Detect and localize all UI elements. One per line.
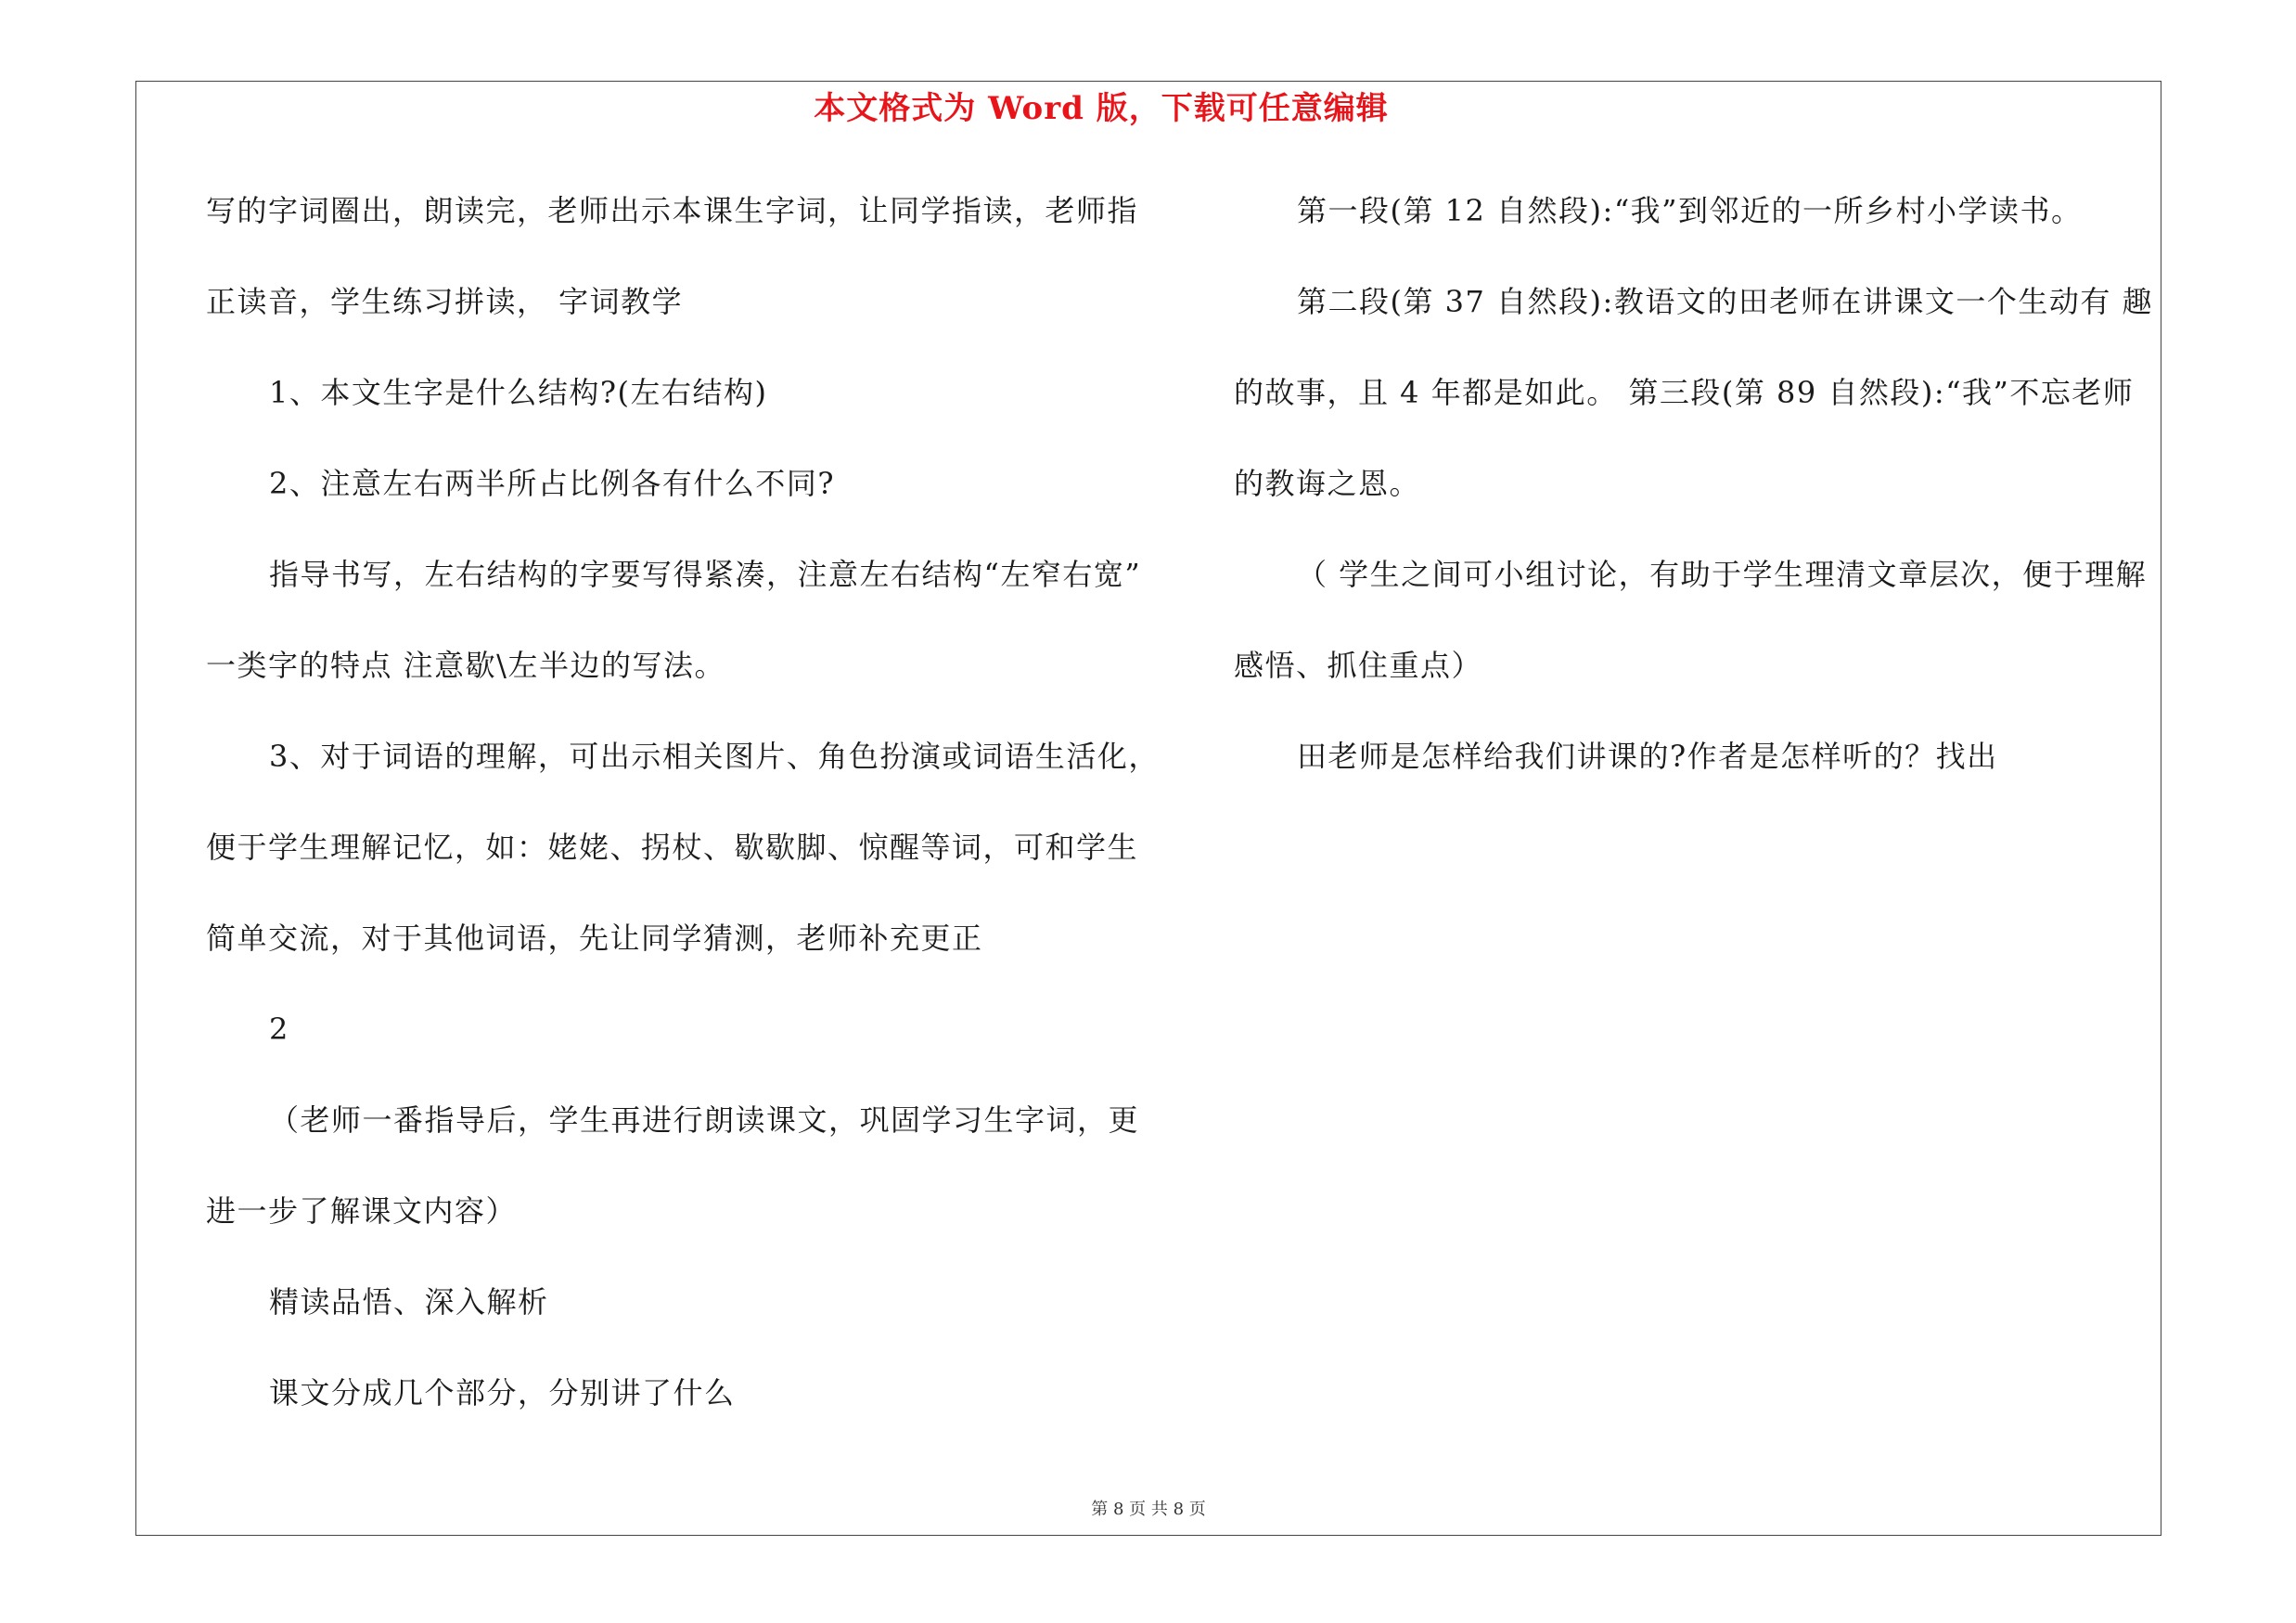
- text-line: 1、本文生字是什么结构?(左右结构): [269, 375, 768, 410]
- right-column: [1234, 165, 2152, 802]
- left-column: [206, 165, 1160, 1438]
- text-line: 便于学生理解记忆，如：姥姥、拐杖、歇歇脚、惊醒等词，可和学生: [206, 830, 1139, 865]
- text-line: 一类字的特点 注意歇\左半边的写法。: [206, 648, 725, 683]
- text-line: 第一段(第 12 自然段):“我”到邻近的一所乡村小学读书。: [1297, 193, 2083, 228]
- text-line: （老师一番指导后，学生再进行朗读课文，巩固学习生字词，更: [269, 1102, 1140, 1138]
- section-heading: 精读品悟、深入解析: [269, 1284, 549, 1320]
- text-line: 指导书写，左右结构的字要写得紧凑，注意左右结构“左窄右宽”: [269, 557, 1142, 592]
- text-line: 2: [269, 1011, 289, 1047]
- page-footer: 第 8 页 共 8 页: [1091, 1500, 1206, 1519]
- text-line: 的故事，且 4 年都是如此。 第三段(第 89 自然段):“我”不忘老师: [1234, 375, 2135, 410]
- text-line: 简单交流，对于其他词语，先让同学猜测，老师补充更正: [206, 921, 983, 956]
- text-line: 进一步了解课文内容）: [206, 1193, 518, 1229]
- format-notice-banner: 本文格式为 Word 版，下载可任意编辑: [814, 90, 1389, 127]
- text-line: （ 学生之间可小组讨论，有助于学生理清文章层次，便于理解: [1297, 557, 2148, 592]
- text-line: 田老师是怎样给我们讲课的?作者是怎样听的？找出: [1297, 739, 1998, 774]
- text-line: 第二段(第 37 自然段):教语文的田老师在讲课文一个生动有 趣: [1297, 284, 2153, 319]
- text-line: 3、对于词语的理解，可出示相关图片、角色扮演或词语生活化，: [269, 739, 1160, 774]
- text-line: 写的字词圈出，朗读完，老师出示本课生字词，让同学指读，老师指: [206, 193, 1139, 228]
- text-line: 正读音，学生练习拼读， 字词教学: [206, 284, 684, 319]
- text-line: 2、注意左右两半所占比例各有什么不同?: [269, 466, 836, 501]
- text-line: 课文分成几个部分，分别讲了什么: [269, 1375, 736, 1410]
- text-line: 的教诲之恩。: [1234, 466, 1421, 501]
- text-line: 感悟、抓住重点）: [1234, 648, 1483, 683]
